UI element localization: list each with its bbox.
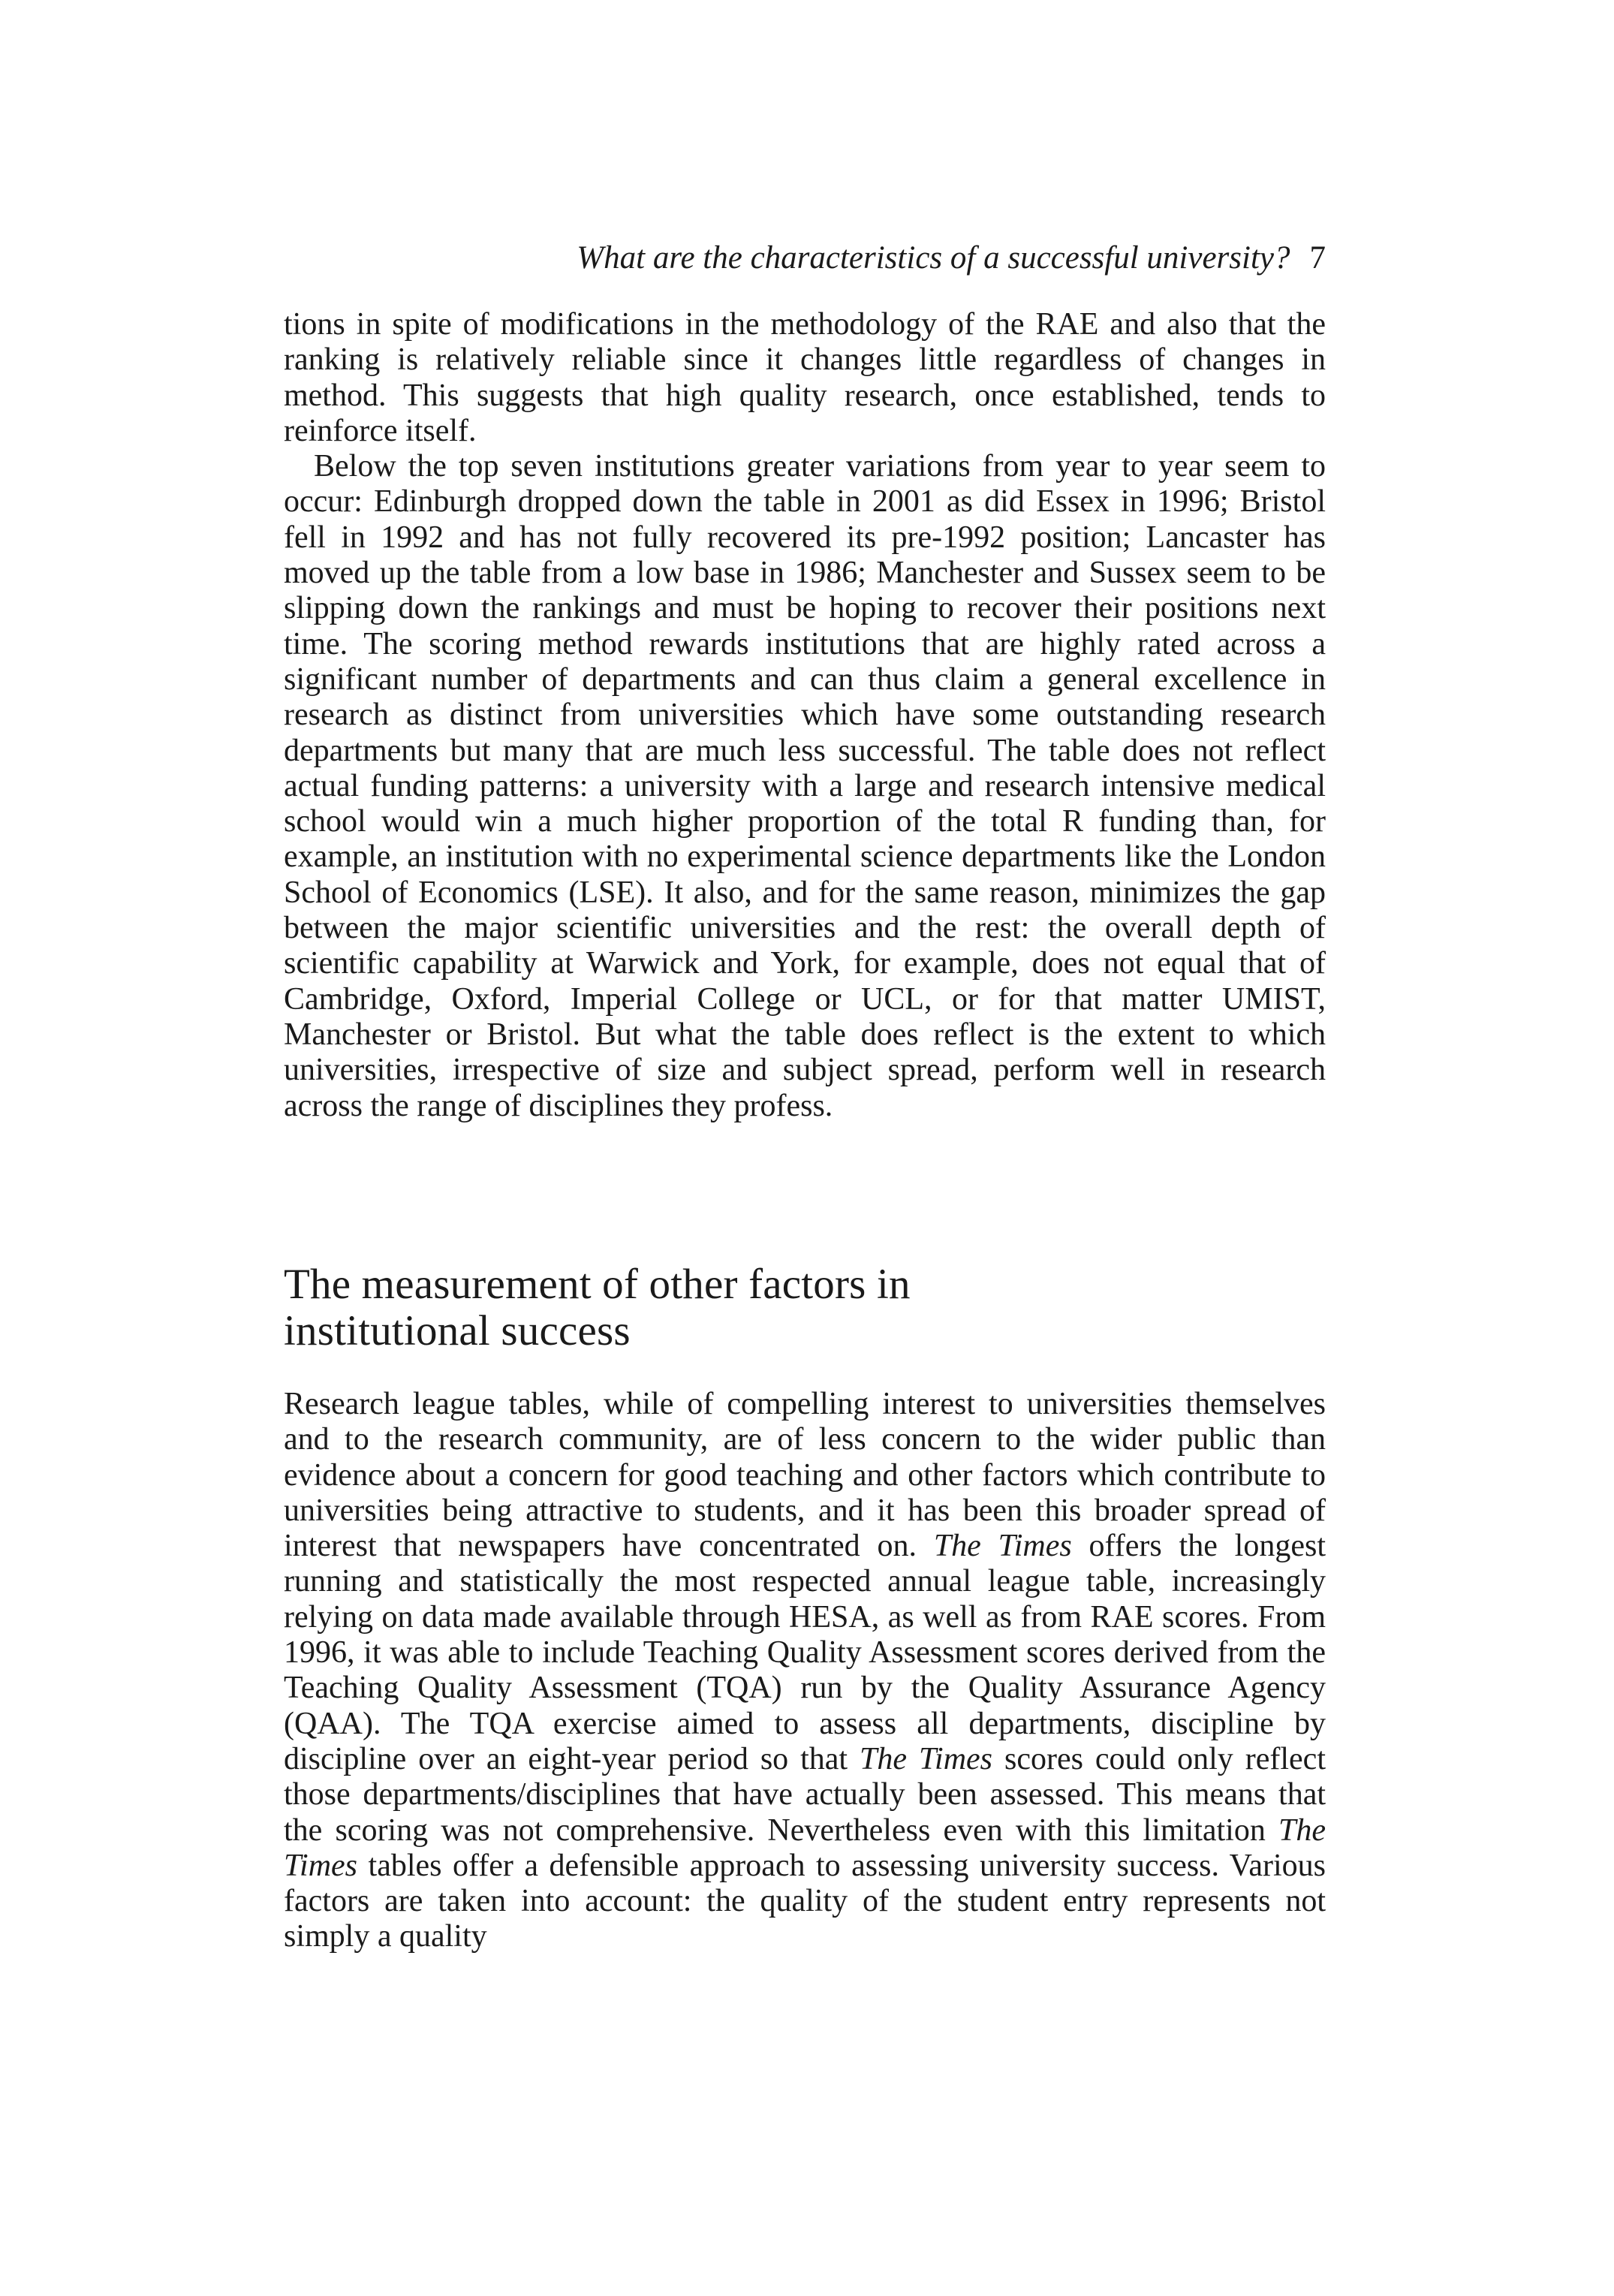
text-run: tables offer a defensible approach to assessing university success. Various factors are taken into account: the quality of the student entry represents not simply a quality [284, 1848, 1326, 1954]
page-number: 7 [1309, 240, 1326, 276]
running-head [284, 237, 1326, 279]
section-heading-line-1: The measurement of other factors in [284, 1261, 911, 1308]
text-run: Research league tables, while of compelling interest to universities themselves and to the research community, are of less concern to the wider public than evidence about a concern for good teaching and other factors which contribute to universities being attractive to students, and it has been this broader spread of interest that newspapers have concentrated on. [284, 1387, 1326, 1564]
paragraph-rankings-variation: Below the top seven institutions greater variations from year to year seem to occur: Edinburgh dropped down the table in 2001 as did Essex in 1996; Bristol fell in 1992 and has not fully recovered its pre-1992 position; Lancaster has moved up the table from a low base in 1986; Manchester and Sussex seem to be slipping down the rankings and must be hoping to recover their positions next time. The scoring method rewards institutions that are highly rated across a significant number of departments and can thus claim a general excellence in research as distinct from universities which have some outstanding research departments but many that are much less successful. The table does not reflect actual funding patterns: a university with a large and research intensive medical school would win a much higher proportion of the total R funding than, for example, an institution with no experimental science departments like the London School of Economics (LSE). It also, and for the same reason, minimizes the gap between the major scientific universities and the rest: the overall depth of scientific capability at Warwick and York, for example, does not equal that of Cambridge, Oxford, Imperial College or UCL, or for that matter UMIST, Manchester or Bristol. But what the table does reflect is the extent to which universities, irrespective of size and subject spread, perform well in research across the range of disciplines they profess. [284, 449, 1326, 1123]
body-text-top [284, 307, 1326, 1124]
publication-title: The Times [284, 1812, 1326, 1883]
section-heading [284, 1261, 1110, 1354]
publication-title: The Times [860, 1741, 993, 1776]
publication-title: The Times [933, 1529, 1072, 1564]
running-head-title: What are the characteristics of a successful university? [577, 240, 1290, 276]
text-run: scores could only reflect those departments/disciplines that have actually been assessed. This means that the scoring was not comprehensive. Nevertheless even with this limitation [284, 1741, 1326, 1848]
paragraph-league-tables [284, 1387, 1326, 1955]
body-text-bottom [284, 1387, 1326, 1955]
paragraph-continuation: tions in spite of modifications in the methodology of the RAE and also that the ranking is relatively reliable since it changes little regardless of changes in method. This suggests that high quality research, once established, tends to reinforce itself. [284, 307, 1326, 448]
text-run: offers the longest running and statistically the most respected annual league table, increasingly relying on data made available through HESA, as well as from RAE scores. From 1996, it was able to include Teaching Quality Assessment scores derived from the Teaching Quality Assessment (TQA) run by the Quality Assurance Agency (QAA). The TQA exercise aimed to assess all departments, discipline by discipline over an eight-year period so that [284, 1529, 1326, 1776]
section-heading-line-2: institutional success [284, 1307, 631, 1354]
